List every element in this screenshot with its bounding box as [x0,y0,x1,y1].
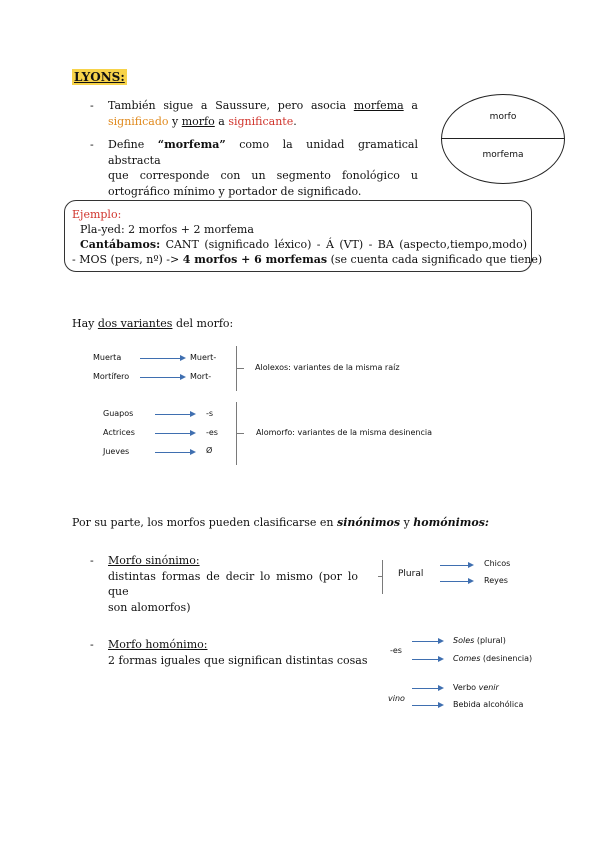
text: a [214,114,229,128]
text: y [168,114,182,128]
arrow-head [468,562,474,568]
word-muerta: Muerta [93,353,122,362]
arrow [412,641,438,642]
brace [382,560,383,594]
term-sinonimos: sinónimos [337,516,401,529]
text: a [403,99,418,112]
ellipse-label-morfema: morfema [482,150,524,160]
bullet-line [108,98,418,114]
arrow [155,433,190,434]
term-morfo: morfo [181,114,215,128]
form-es: -es [206,428,218,437]
bullet-line [108,137,418,168]
variantes-intro [72,317,233,330]
sinonimo-desc: distintas formas de decir lo mismo (por lo que [108,569,358,598]
item-soles [453,636,506,645]
brace-tick [236,368,244,369]
example-line-cantabamos [80,237,527,253]
sinonimo-title: Morfo sinónimo: [108,554,200,567]
arrow [140,358,180,359]
text: (desinencia) [480,654,533,663]
brace-tick [236,433,244,434]
arrow [440,565,468,566]
text: dos variantes [97,317,173,330]
bullet-line: ortográfico mínimo y portador de significado. [108,184,362,198]
arrow-head [438,685,444,691]
word-actrices: Actrices [103,428,135,437]
text: como la unidad gramatical abstracta [108,138,419,167]
text: También sigue a Saussure, pero asocia [108,99,354,112]
text: Verbo [453,683,479,692]
word-jueves: Jueves [103,447,130,456]
text: Soles [453,636,475,645]
bullet-dash: - [90,99,94,112]
brace-tick [378,576,382,577]
text: del morfo: [172,317,234,330]
arrow-head [438,656,444,662]
text: Por su parte, los morfos pueden clasificarse en [72,516,337,529]
arrow [412,705,438,706]
text: (plural) [474,636,506,645]
clasificacion-intro [72,516,489,529]
arrow-head [190,430,196,436]
bullet-dash: - [90,138,94,151]
sinonimo-block [108,553,358,615]
ellipse-divider [441,138,564,139]
section-title: LYONS: [74,70,125,84]
form-mort: Mort- [190,372,212,381]
item-verbo-venir [453,683,499,692]
homonimo-block [108,637,368,668]
diagram-root-vino: vino [388,694,405,703]
form-s: -s [206,409,214,418]
diagram-root-es: -es [390,646,402,655]
form-null: Ø [206,446,213,455]
bullet-line: que corresponde con un segmento fonológico u [108,169,418,182]
form-muert: Muert- [190,353,217,362]
word-guapos: Guapos [103,409,134,418]
arrow-head [180,374,186,380]
term-significado: significado [108,114,169,128]
text: Comes [453,654,481,663]
text: Cantábamos: [80,238,161,251]
bullet-define [108,137,418,199]
bullet-saussure [108,98,418,129]
item-bebida: Bebida alcohólica [453,700,524,709]
sinonimo-desc: son alomorfos) [108,600,191,614]
bullet-line [108,114,418,130]
homonimo-title: Morfo homónimo: [108,638,208,651]
item-comes [453,654,532,663]
text: venir [478,683,499,692]
arrow [440,581,468,582]
example-label: Ejemplo: [72,208,122,221]
text: Hay [72,317,98,330]
morfo-morfema-ellipse [441,94,565,184]
bullet-dash: - [90,554,94,567]
text: (se cuenta cada significado que tiene) [327,253,543,266]
item-reyes: Reyes [484,576,508,585]
arrow-head [468,578,474,584]
word-mortifero: Mortífero [93,372,130,381]
alomorfo-label: Alomorfo: variantes de la misma desinencia [256,428,433,437]
term-morfema-quoted: “morfema” [157,138,226,151]
term-morfema: morfema [353,99,404,112]
arrow [155,414,190,415]
ellipse-label-morfo: morfo [489,112,517,122]
arrow-head [190,411,196,417]
arrow-head [180,355,186,361]
arrow [412,659,438,660]
arrow-head [438,702,444,708]
bullet-dash: - [90,638,94,651]
homonimo-desc: 2 formas iguales que significan distintas cosas [108,653,368,667]
text: y [403,516,414,529]
term-significante: significante [228,114,294,128]
arrow [155,452,190,453]
example-line-played: Pla-yed: 2 morfos + 2 morfema [80,223,254,236]
text: CANT (significado léxico) - Á (VT) - BA (aspecto,tiempo,modo) [160,238,527,251]
arrow [140,377,180,378]
text: 4 morfos + 6 morfemas [182,253,328,266]
text: . [293,114,297,128]
arrow-head [438,638,444,644]
term-homonimos: homónimos: [413,516,489,529]
arrow-head [190,449,196,455]
alolexos-label: Alolexos: variantes de la misma raíz [255,363,400,372]
diagram-root-plural: Plural [398,569,424,579]
text: Define [108,138,158,151]
text: - MOS (pers, nº) -> [72,253,183,266]
arrow [412,688,438,689]
example-line-mos [72,252,542,268]
item-chicos: Chicos [484,559,511,568]
